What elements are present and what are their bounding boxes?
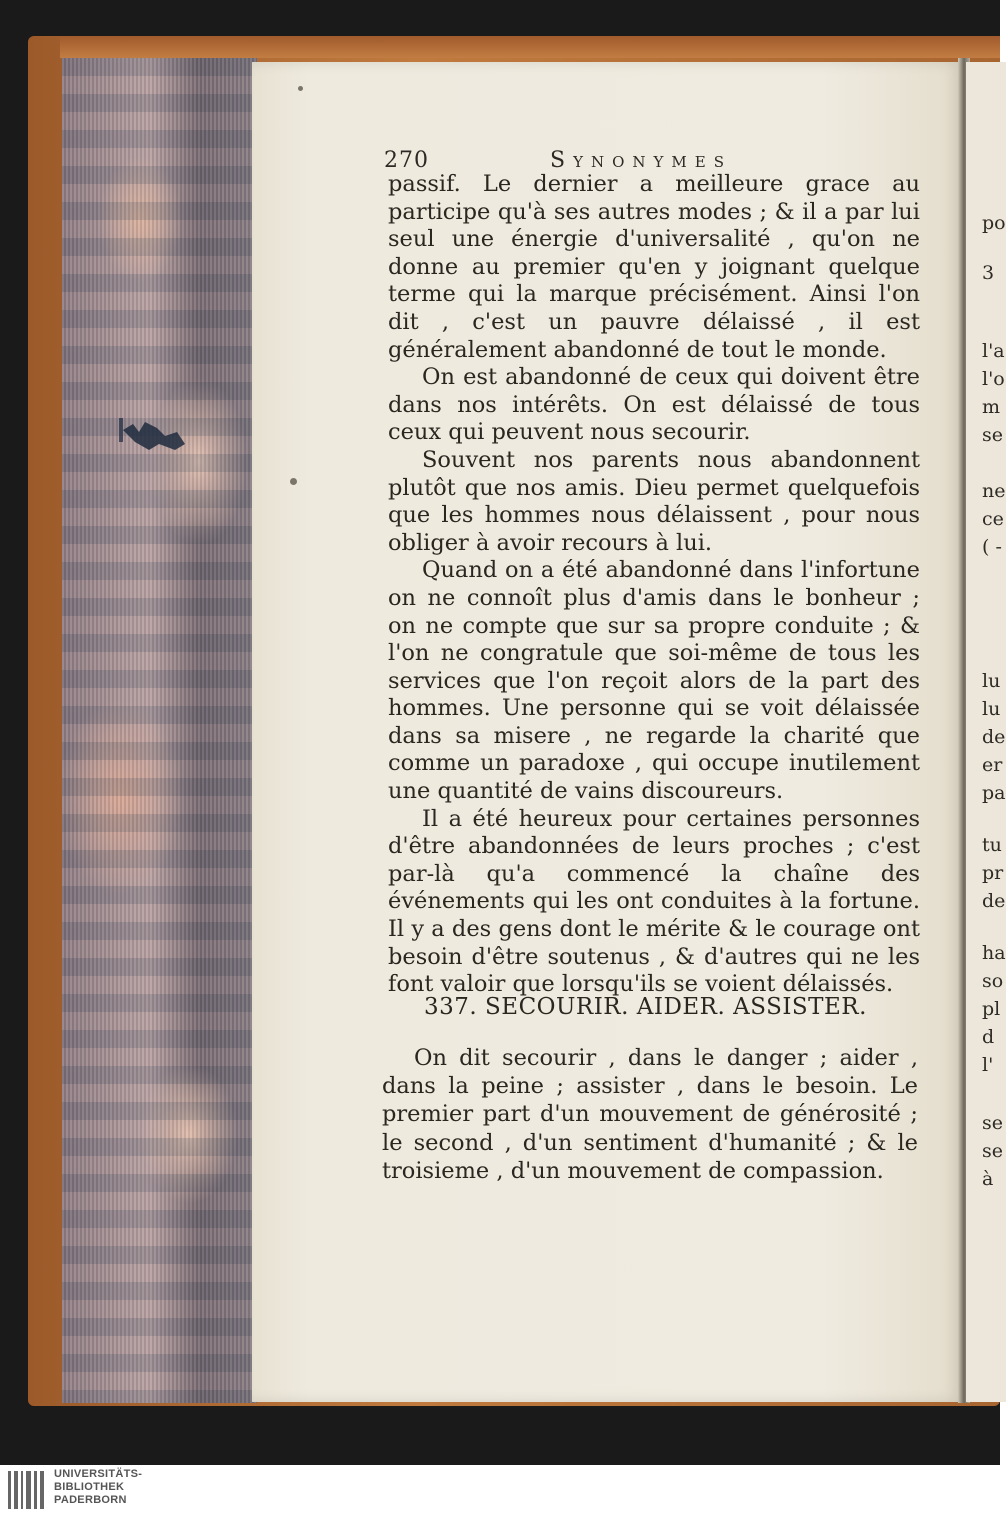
next-page-fragment: lu — [982, 698, 1001, 720]
next-page-fragment: ne — [982, 480, 1006, 502]
next-page-fragment: à — [982, 1168, 994, 1190]
logo-line: PADERBORN — [54, 1494, 127, 1506]
next-page-fragment: se — [982, 1140, 1003, 1162]
paper-speck — [290, 478, 297, 485]
next-page-fragment: lu — [982, 670, 1001, 692]
next-page-fragment: de — [982, 726, 1006, 748]
paragraph: On est abandonné de ceux qui doivent être dans nos intérêts. On est délaissé de tous ceux qui peuvent nous secourir. — [388, 364, 920, 446]
next-page-fragment: er — [982, 754, 1003, 776]
next-page-fragment: l'a — [982, 340, 1005, 362]
logo-line: BIBLIOTHEK — [54, 1481, 125, 1493]
next-page-fragment: l'o — [982, 368, 1005, 390]
section-heading: 337. SECOURIR. AIDER. ASSISTER. — [424, 994, 867, 1020]
next-page-fragment: se — [982, 1112, 1003, 1134]
next-page-fragment: de — [982, 890, 1006, 912]
marbled-fore-edge — [62, 58, 257, 1403]
library-barcode-logo-icon — [6, 1467, 50, 1513]
paragraph: Il a été heureux pour certaines personnes d'être abandonnées de leurs proches ; c'est par-là qu'a commencé la chaîne des événements qui les ont conduites à la fortune. Il y a des gens dont le mérite & le courage ont besoin d'être soutenus , & d'autres qui ne les font valoir que lorsqu'ils se voient délaissés. — [388, 805, 920, 998]
next-page-fragment: tu — [982, 834, 1002, 856]
next-page-fragment: m — [982, 396, 1001, 418]
next-page-fragment: pl — [982, 998, 1001, 1020]
next-page-fragment: ce — [982, 508, 1004, 530]
next-page-fragment: pa — [982, 782, 1006, 804]
paragraph: On dit secourir , dans le danger ; aider , dans la peine ; assister , dans le besoin. Le premier part d'un mouvement de générosité ; le second , d'un sentiment d'humanité ; & le troisieme , d'un mouvement de compassion. — [382, 1045, 918, 1184]
paragraph: passif. Le dernier a meilleure grace au participe qu'à ses autres modes ; & il a par lui seul une énergie d'universalité , qu'on ne donne au premier qu'en y joignant quelque terme qui la marque précisément. Ainsi l'on dit , c'est un pauvre délaissé , il est généralement abandonné de tout le monde. — [388, 171, 920, 363]
paragraph: Quand on a été abandonné dans l'infortune on ne connoît plus d'amis dans le bonheur ; on ne compte que sur sa propre conduite ; & l'on ne congratule que soi-même de tous les services que l'on reçoit alors de la part des hommes. Une personne qui se voit délaissée dans sa misere , ne regarde la charité que comme un paradoxe , qui occupe inutilement une quantité de vains discoureurs. — [388, 557, 920, 805]
logo-line: UNIVERSITÄTS- — [54, 1468, 143, 1480]
next-page-fragment: 3 — [982, 262, 995, 284]
next-page-fragment: pr — [982, 862, 1004, 884]
next-page-fragment: se — [982, 424, 1003, 446]
ink-stain-icon — [115, 410, 195, 456]
next-page-fragment: so — [982, 970, 1004, 992]
running-head: Synonymes — [550, 148, 733, 173]
next-page-fragment: ( - — [982, 536, 1002, 558]
cover-top-edge — [60, 36, 1000, 58]
footer-bar — [0, 1465, 1000, 1515]
body-text — [388, 171, 920, 999]
next-page-fragment: d — [982, 1026, 995, 1048]
library-logo-text — [54, 1468, 142, 1507]
paragraph: Souvent nos parents nous abandonnent plutôt que nos amis. Dieu permet quelquefois que les hommes nous délaissent , pour nous obliger à avoir recours à lui. — [388, 446, 920, 556]
next-page-edge — [966, 62, 1006, 1402]
section-body — [382, 1044, 918, 1185]
next-page-fragment: ha — [982, 942, 1006, 964]
page-number: 270 — [384, 148, 429, 173]
next-page-fragment: po — [982, 212, 1006, 234]
next-page-fragment: l' — [982, 1054, 994, 1076]
paper-speck — [298, 86, 303, 91]
